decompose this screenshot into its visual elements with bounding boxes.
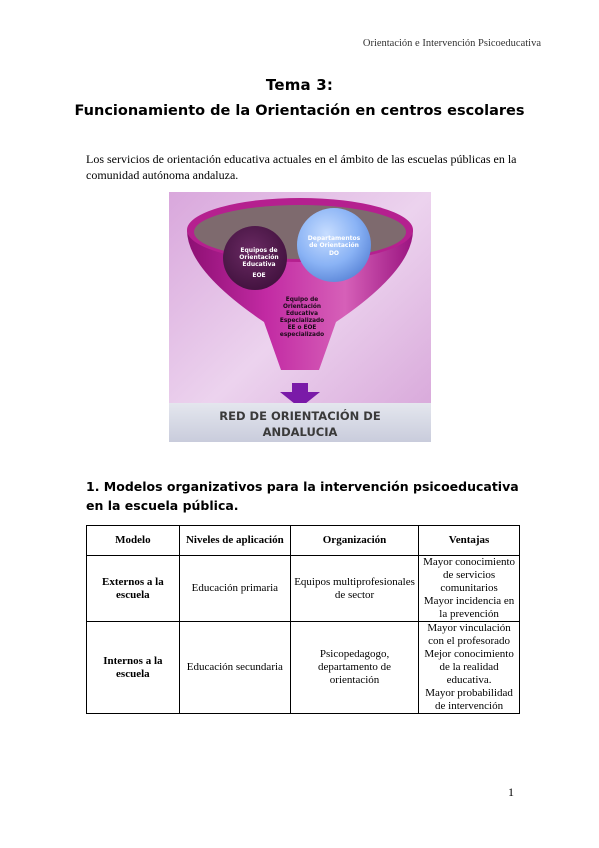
section-heading: 1. Modelos organizativos para la intervención psicoeducativa en la escuela pública. [86,479,519,513]
page-number: 1 [508,785,514,799]
ee-label-5: EE o EOE [287,325,317,331]
ee-label-4: Especializado [279,318,325,324]
banner-line-1: RED DE ORIENTACIÓN DE [219,409,381,423]
orientation-network-figure [169,192,431,442]
intro-paragraph: Los servicios de orientación educativa actuales en el ámbito de las escuelas públicas en la comunidad autónoma andaluza. [86,152,517,182]
ee-label-1: Equipo de [285,297,319,303]
ventaja-item: Mayor vinculación con el profesorado [427,622,511,647]
banner-line-2: ANDALUCIA [262,425,338,439]
models-table [86,525,520,714]
cell-niveles: Educación primaria [179,556,290,622]
header-organizacion: Organización [290,526,418,556]
do-label-1: Departamentos [307,235,361,242]
page-subtitle: Funcionamiento de la Orientación en centros escolares [74,103,525,119]
header-modelo: Modelo [87,526,180,556]
ventaja-item: Mayor incidencia en la prevención [423,595,515,620]
cell-modelo: Internos a la escuela [87,622,180,714]
ventaja-item: Mayor conocimiento de servicios comunitarios [423,556,516,594]
cell-ventajas [419,556,520,622]
eoe-label-2: Orientación [239,254,279,261]
ee-label-6: especializado [279,332,325,338]
table-header-row [87,526,520,556]
eoe-label-1: Equipos de [240,247,278,254]
ventaja-item: Mayor probabilidad de intervención [425,687,513,712]
do-label-2: de Orientación [309,242,359,249]
table-row [87,622,520,714]
table-row [87,556,520,622]
cell-niveles: Educación secundaria [179,622,290,714]
cell-organizacion: Psicopedagogo, departamento de orientación [290,622,418,714]
cell-organizacion: Equipos multiprofesionales de sector [290,556,418,622]
eoe-label-4: EOE [252,272,266,279]
ee-label-3: Educativa [285,311,319,317]
header-ventajas: Ventajas [419,526,520,556]
ventaja-item: Mejor conocimiento de la realidad educativa. [424,648,514,686]
eoe-label-3: Educativa [242,261,276,268]
running-header: Orientación e Intervención Psicoeducativa [362,38,541,49]
ee-label-2: Orientación [282,304,322,310]
header-niveles: Niveles de aplicación [179,526,290,556]
page-title: Tema 3: [265,76,334,94]
cell-modelo: Externos a la escuela [87,556,180,622]
cell-ventajas [419,622,520,714]
do-label-3: DO [328,250,340,257]
